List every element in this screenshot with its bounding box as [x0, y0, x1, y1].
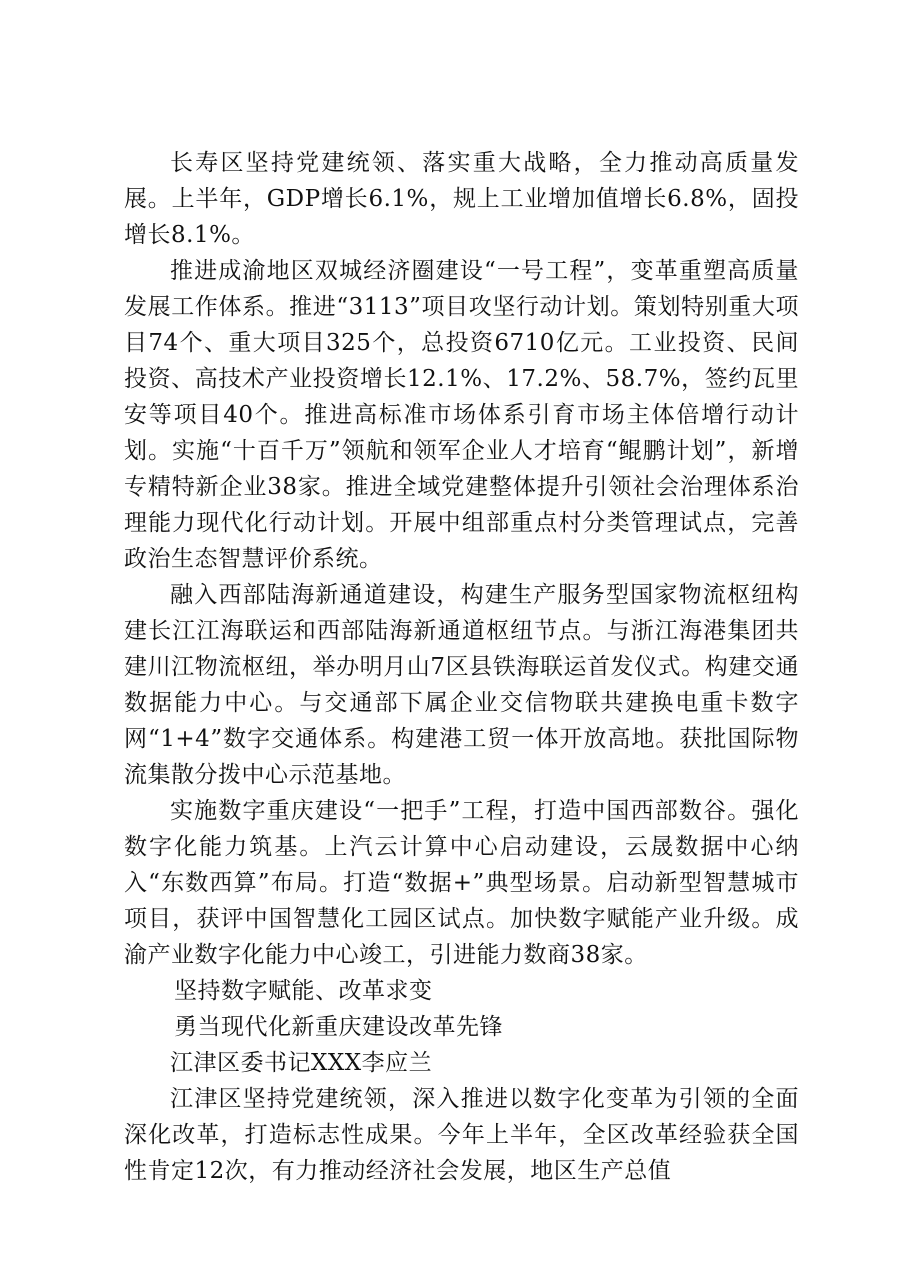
- section-heading-line2: 勇当现代化新重庆建设改革先锋: [174, 1014, 503, 1040]
- paragraph-jiangjin-intro: 江津区坚持党建统领，深入推进以数字化变革为引领的全面深化改革，打造标志性成果。今年上半年，全区改革经验获全国性肯定12次，有力推动经济社会发展，地区生产总值: [124, 1086, 799, 1184]
- paragraph-digital-chongqing: 实施数字重庆建设“一把手”工程，打造中国西部数谷。强化数字化能力筑基。上汽云计算中心启动建设，云晟数据中心纳入“东数西算”布局。打造“数据+”典型场景。启动新型智慧城市项目，获评中国智慧化工园区试点。加快数字赋能产业升级。成渝产业数字化能力中心竣工，引进能力数商38家。: [124, 798, 799, 968]
- paragraph-changshou-summary: 长寿区坚持党建统领、落实重大战略，全力推动高质量发展。上半年，GDP增长6.1%，规上工业增加值增长6.8%，固投增长8.1%。: [124, 150, 799, 248]
- author-byline: 江津区委书记XXX李应兰: [170, 1050, 433, 1076]
- paragraph-chengyu-circle: 推进成渝地区双城经济圈建设“一号工程”，变革重塑高质量发展工作体系。推进“3113”项目攻坚行动计划。策划特别重大项目74个、重大项目325个，总投资6710亿元。工业投资、民间投资、高技术产业投资增长12.1%、17.2%、58.7%，签约瓦里安等项目40个。推进高标准市场体系引育市场主体倍增行动计划。实施“十百千万”领航和领军企业人才培育“鲲鹏计划”，新增专精特新企业38家。推进全域党建整体提升引领社会治理体系治理能力现代化行动计划。开展中组部重点村分类管理试点，完善政治生态智慧评价系统。: [124, 258, 799, 572]
- document-body: [124, 145, 799, 1189]
- paragraph-western-corridor: 融入西部陆海新通道建设，构建生产服务型国家物流枢纽构建长江江海联运和西部陆海新通道枢纽节点。与浙江海港集团共建川江物流枢纽，举办明月山7区县铁海联运首发仪式。构建交通数据能力中心。与交通部下属企业交信物联共建换电重卡数字网“1+4”数字交通体系。构建港工贸一体开放高地。获批国际物流集散分拨中心示范基地。: [124, 582, 799, 788]
- section-heading-line1: 坚持数字赋能、改革求变: [174, 978, 433, 1004]
